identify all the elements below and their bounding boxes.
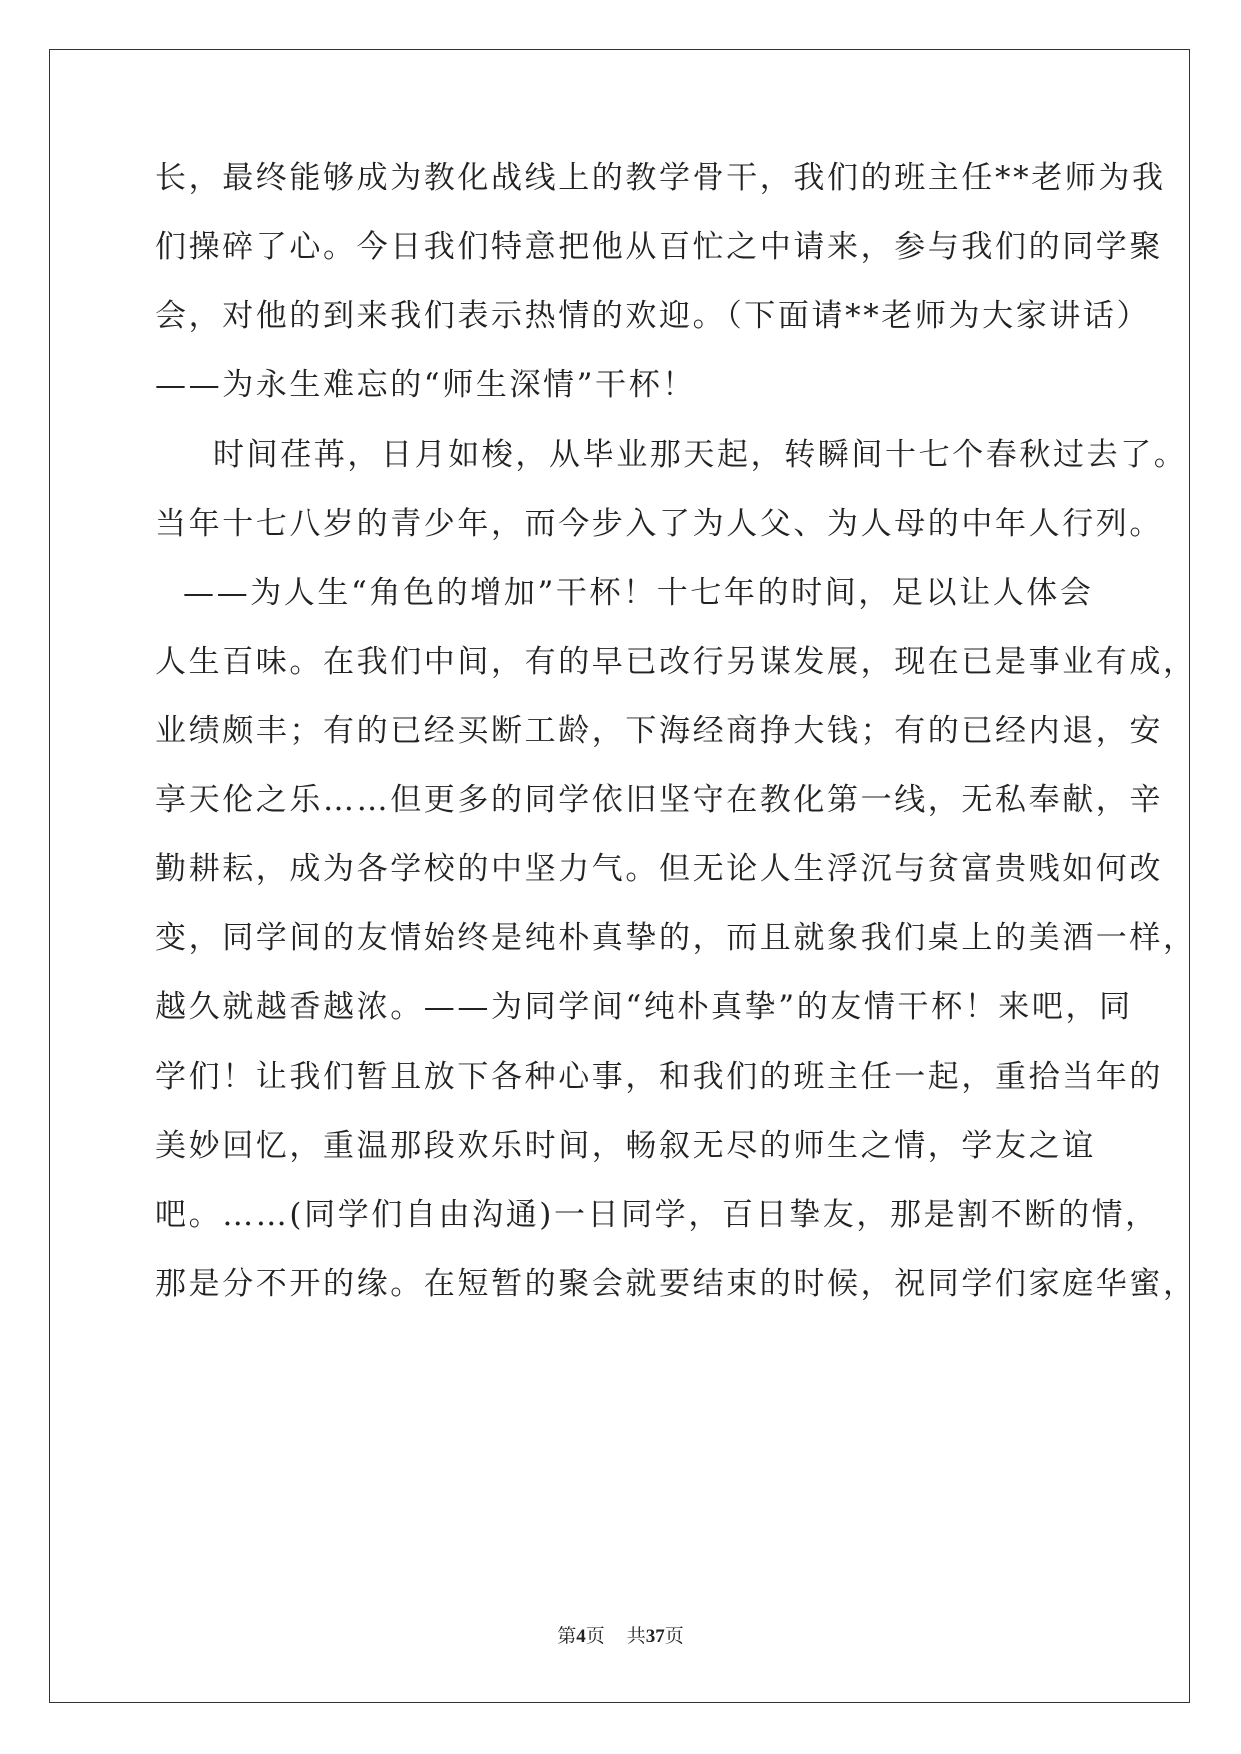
total-suffix: 页 bbox=[664, 1625, 684, 1647]
total-prefix: 共 bbox=[626, 1625, 646, 1647]
page-number: 4 bbox=[576, 1626, 586, 1647]
text-line: 勤耕耘，成为各学校的中坚力气。但无论人生浮沉与贫富贵贱如何改 bbox=[155, 851, 1163, 887]
text-line: 吧。……(同学们自由沟通)一日同学，百日挚友，那是割不断的情， bbox=[155, 1197, 1159, 1233]
text-line: ——为人生“角色的增加”干杯！十七年的时间，足以让人体会 bbox=[183, 575, 1094, 611]
text-line: 越久就越香越浓。——为同学间“纯朴真挚”的友情干杯！来吧，同 bbox=[155, 989, 1133, 1025]
page-prefix: 第 bbox=[557, 1625, 577, 1647]
text-line: 变，同学间的友情始终是纯朴真挚的，而且就象我们桌上的美酒一样， bbox=[155, 920, 1197, 956]
text-line: 会，对他的到来我们表示热情的欢迎。（下面请**老师为大家讲话） bbox=[155, 298, 1151, 334]
text-line: 们操碎了心。今日我们特意把他从百忙之中请来，参与我们的同学聚 bbox=[155, 229, 1163, 265]
page-footer bbox=[0, 1624, 1241, 1649]
total-pages: 37 bbox=[645, 1626, 665, 1647]
text-line: 长，最终能够成为教化战线上的教学骨干，我们的班主任**老师为我 bbox=[155, 160, 1166, 196]
text-line: 人生百味。在我们中间，有的早已改行另谋发展，现在已是事业有成， bbox=[155, 644, 1197, 680]
text-line: 时间荏苒，日月如梭，从毕业那天起，转瞬间十七个春秋过去了。 bbox=[213, 437, 1188, 473]
page-suffix: 页 bbox=[585, 1625, 605, 1647]
text-line: 那是分不开的缘。在短暂的聚会就要结束的时候，祝同学们家庭华蜜， bbox=[155, 1266, 1197, 1302]
text-line: 美妙回忆，重温那段欢乐时间，畅叙无尽的师生之情，学友之谊 bbox=[155, 1128, 1096, 1164]
text-line: ——为永生难忘的“师生深情”干杯！ bbox=[155, 367, 696, 403]
text-line: 业绩颇丰；有的已经买断工龄，下海经商挣大钱；有的已经内退，安 bbox=[155, 713, 1163, 749]
text-line: 学们！让我们暂且放下各种心事，和我们的班主任一起，重拾当年的 bbox=[155, 1059, 1163, 1095]
text-line: 当年十七八岁的青少年，而今步入了为人父、为人母的中年人行列。 bbox=[155, 506, 1163, 542]
text-line: 享天伦之乐……但更多的同学依旧坚守在教化第一线，无私奉献，辛 bbox=[155, 782, 1163, 818]
